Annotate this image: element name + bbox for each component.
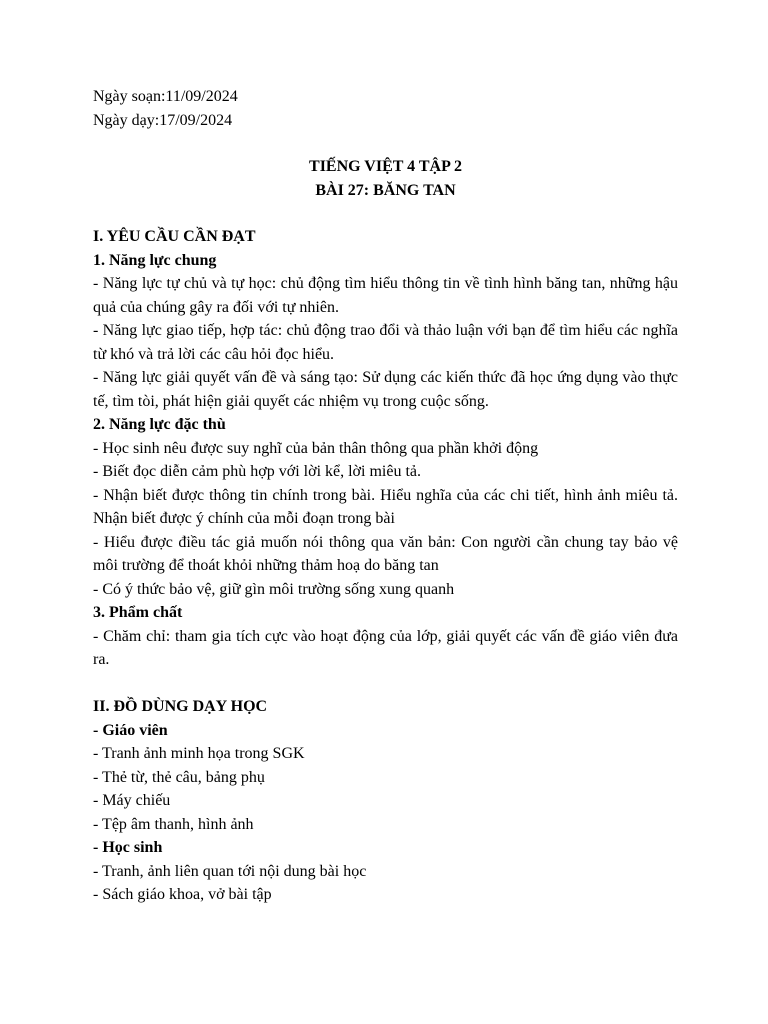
qualities-list xyxy=(93,625,678,672)
student-materials-list xyxy=(93,860,678,907)
section-heading-materials: II. ĐỒ DÙNG DẠY HỌC xyxy=(93,698,268,715)
list-item: - Sách giáo khoa, vở bài tập xyxy=(93,886,272,903)
document-page xyxy=(93,85,678,907)
list-item: - Tranh, ảnh liên quan tới nội dung bài học xyxy=(93,862,367,880)
book-title: TIẾNG VIỆT 4 TẬP 2 xyxy=(309,158,462,175)
section-heading-objectives: I. YÊU CẦU CẦN ĐẠT xyxy=(93,228,256,245)
teacher-materials-list xyxy=(93,742,678,836)
list-item: - Năng lực tự chủ và tự học: chủ động tìm hiểu thông tin về tình hình băng tan, những hậu quả của chúng gây ra đối với tự nhiên. xyxy=(93,275,678,316)
list-item: - Có ý thức bảo vệ, giữ gìn môi trường sống xung quanh xyxy=(93,580,455,598)
lesson-title-block xyxy=(93,155,678,202)
subsection-heading-student: - Học sinh xyxy=(93,839,163,856)
lesson-title: BÀI 27: BĂNG TAN xyxy=(315,181,456,199)
list-item: - Hiểu được điều tác giả muốn nói thông qua văn bản: Con người cần chung tay bảo vệ môi trường để thoát khỏi những thảm hoạ do băng tan xyxy=(93,533,678,574)
specific-competency-list xyxy=(93,437,678,602)
list-item: - Biết đọc diễn cảm phù hợp với lời kể, lời miêu tả. xyxy=(93,463,421,480)
subsection-heading-teacher: - Giáo viên xyxy=(93,721,168,739)
list-item: - Thẻ từ, thẻ câu, bảng phụ xyxy=(93,768,265,786)
list-item: - Tệp âm thanh, hình ảnh xyxy=(93,815,254,833)
subsection-heading-qualities: 3. Phẩm chất xyxy=(93,604,183,621)
list-item: - Tranh ảnh minh họa trong SGK xyxy=(93,745,305,762)
prep-date: Ngày soạn:11/09/2024 xyxy=(93,88,238,105)
list-item: - Năng lực giao tiếp, hợp tác: chủ động trao đổi và thảo luận với bạn để tìm hiểu các nghĩa từ khó và trả lời các câu hỏi đọc hiểu. xyxy=(93,322,678,363)
list-item: - Năng lực giải quyết vấn đề và sáng tạo: Sử dụng các kiến thức đã học ứng dụng vào thực tế, tìm tòi, phát hiện giải quyết các nhiệm vụ trong cuộc sống. xyxy=(93,369,678,410)
list-item: - Nhận biết được thông tin chính trong bài. Hiểu nghĩa của các chi tiết, hình ảnh miêu tả. Nhận biết được ý chính của mỗi đoạn trong bài xyxy=(93,486,678,527)
list-item: - Chăm chỉ: tham gia tích cực vào hoạt động của lớp, giải quyết các vấn đề giáo viên đưa ra. xyxy=(93,627,678,668)
list-item: - Máy chiếu xyxy=(93,792,171,809)
subsection-heading-specific: 2. Năng lực đặc thù xyxy=(93,416,226,433)
subsection-heading-general: 1. Năng lực chung xyxy=(93,251,217,269)
list-item: - Học sinh nêu được suy nghĩ của bản thân thông qua phần khởi động xyxy=(93,439,539,457)
teach-date: Ngày dạy:17/09/2024 xyxy=(93,111,233,129)
general-competency-list xyxy=(93,272,678,413)
